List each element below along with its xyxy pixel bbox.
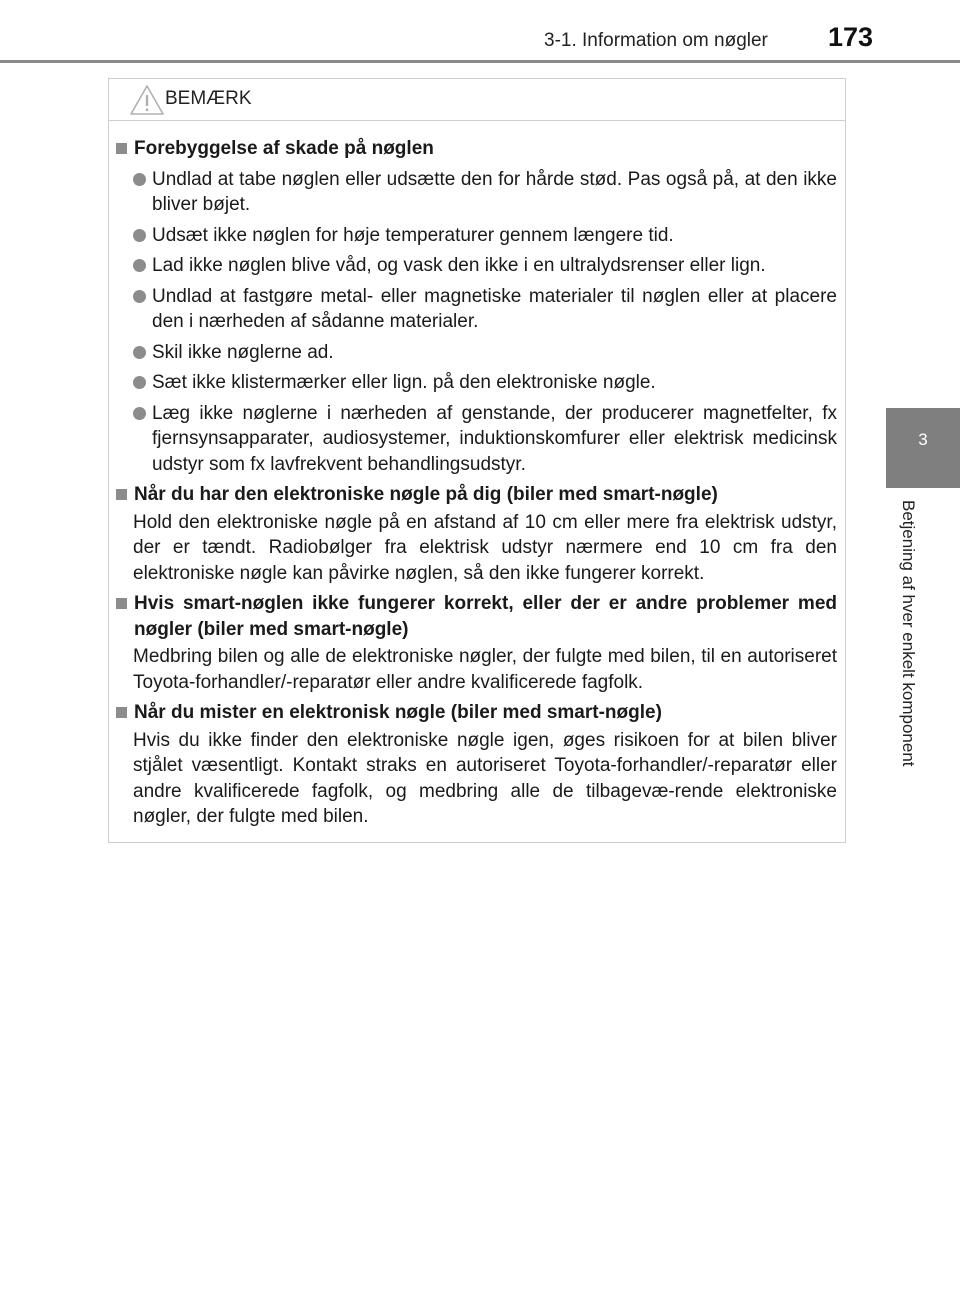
page-number: 173 [828, 22, 874, 52]
round-bullet-icon [133, 229, 146, 242]
round-bullet-icon [133, 259, 146, 272]
round-bullet-icon [133, 346, 146, 359]
note-label: BEMÆRK [165, 88, 252, 109]
chapter-number: 3 [918, 430, 928, 449]
header-rule [0, 60, 960, 63]
bullet-text: Skil ikke nøglerne ad. [152, 341, 334, 363]
section-paragraph: Hvis du ikke finder den elektroniske nøgle igen, øges risikoen for at bilen bliver stjålet væsentligt. Kontakt straks en autoriseret Toyota-forhandler/-reparatør eller andre kvalificerede fagfolk, og medbring alle de tilbagevæ-rende elektroniske nøgler, der fulgte med bilen. [133, 729, 837, 827]
square-bullet-icon [116, 598, 127, 609]
square-bullet-icon [116, 489, 127, 500]
bullet-text: Undlad at fastgøre metal- eller magnetiske materialer til nøglen eller at placere den i nærheden af sådanne materialer. [152, 285, 837, 332]
chapter-tab [886, 408, 960, 488]
section-title: 3-1. Information om nøgler [544, 30, 768, 51]
bullet-item [133, 167, 837, 218]
section-paragraph: Hold den elektroniske nøgle på en afstand af 10 cm eller mere fra elektrisk udstyr, der er tændt. Radiobølger fra elektrisk udstyr nærmere end 10 cm fra den elektroniske nøgle kan påvirke nøglen, så den ikke fungerer korrekt. [133, 511, 837, 584]
bullet-text: Undlad at tabe nøglen eller udsætte den for hårde stød. Pas også på, at den ikke bliver bøjet. [152, 168, 837, 215]
square-bullet-icon [116, 143, 127, 154]
bullet-item [133, 370, 837, 396]
section-heading [116, 700, 837, 726]
section-heading-text: Forebyggelse af skade på nøglen [134, 138, 434, 159]
bullet-item [133, 284, 837, 335]
section-paragraph: Medbring bilen og alle de elektroniske nøgler, der fulgte med bilen, til en autoriseret Toyota-forhandler/-reparatør eller andre kvalificerede fagfolk. [133, 646, 837, 693]
section-heading-text: Hvis smart-nøglen ikke fungerer korrekt, eller der er andre problemer med nøgler (biler med smart-nøgle) [134, 593, 837, 640]
bullet-item [133, 253, 837, 279]
square-bullet-icon [116, 707, 127, 718]
bullet-item [133, 340, 837, 366]
bullet-text: Udsæt ikke nøglen for høje temperaturer gennem længere tid. [152, 224, 674, 246]
note-box [108, 78, 846, 843]
section-heading-text: Når du mister en elektronisk nøgle (biler med smart-nøgle) [134, 702, 662, 723]
section-heading [116, 136, 837, 162]
bullet-text: Lad ikke nøglen blive våd, og vask den ikke i en ultralydsrenser eller lign. [152, 255, 766, 276]
note-body [109, 121, 845, 830]
round-bullet-icon [133, 290, 146, 303]
chapter-title: Betjening af hver enkelt komponent [899, 500, 918, 767]
bullet-text: Sæt ikke klistermærker eller lign. på den elektroniske nøgle. [152, 372, 656, 393]
round-bullet-icon [133, 376, 146, 389]
section-heading [116, 591, 837, 642]
bullet-item [133, 401, 837, 478]
round-bullet-icon [133, 173, 146, 186]
note-header [109, 79, 845, 121]
section-heading-text: Når du har den elektroniske nøgle på dig (biler med smart-nøgle) [134, 484, 718, 505]
round-bullet-icon [133, 407, 146, 420]
section-heading [116, 482, 837, 508]
bullet-item [133, 223, 837, 249]
bullet-text: Læg ikke nøglerne i nærheden af genstande, der producerer magnetfelter, fx fjernsynsapparater, audiosystemer, induktionskomfurer eller elektrisk medicinsk udstyr som fx lavfrekvent behandlingsudstyr. [152, 402, 837, 475]
warning-triangle-icon [129, 84, 165, 116]
